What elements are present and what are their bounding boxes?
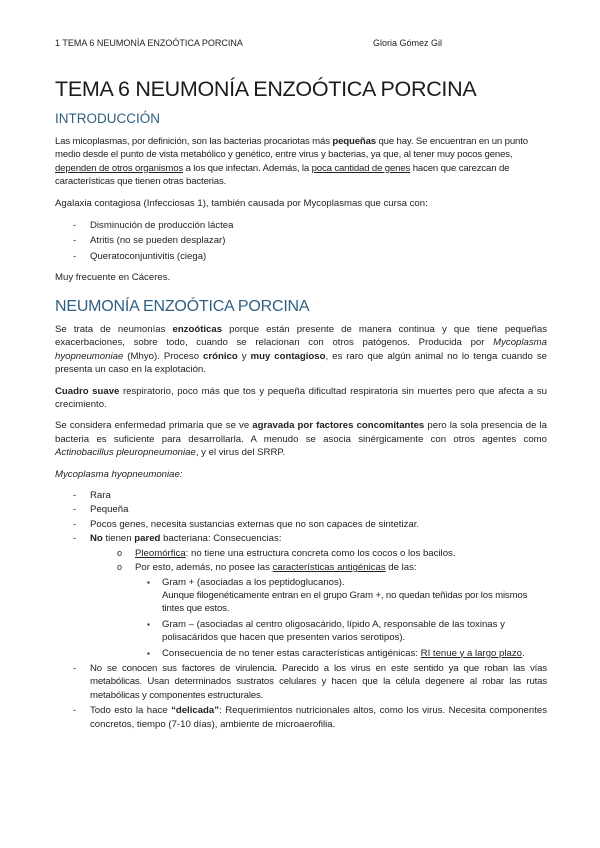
header-left: 1 TEMA 6 NEUMONÍA ENZOÓTICA PORCINA: [55, 38, 243, 48]
list-item: o Pleomórfica: no tiene una estructura concreta como los cocos o los bacilos.: [55, 547, 547, 560]
list-item: o Por esto, además, no posee las características antigénicas de las:: [55, 561, 547, 574]
list-item: ▪ Gram + (asociadas a los peptidoglucanos). Aunque filogenéticamente entran en el grupo Gram +, no quedan teñidas por los mismos tintes que estos.: [55, 576, 547, 616]
neumonia-section: [55, 323, 547, 731]
document-title: TEMA 6 NEUMONÍA ENZOÓTICA PORCINA: [55, 77, 477, 101]
intro-heading: INTRODUCCIÓN: [55, 111, 160, 126]
list-item: - No se conocen sus factores de virulencia. Parecido a los virus en este sentido ya que roban las vías metabólicas. Usan determinados sustratos celulares y hacen que la célula degenere al robar las rutas metabólicas y componentes estructurales.: [55, 662, 547, 702]
list-item: - Atritis (no se pueden desplazar): [55, 234, 547, 247]
list-item: - No tienen pared bacteriana: Consecuencias:: [55, 532, 547, 545]
mhyo-list: [55, 489, 547, 731]
neumonia-paragraph-3: Se considera enfermedad primaria que se ve agravada por factores concomitantes pero la sola presencia de la bacteria es suficiente para desarrollarla. A menudo se asocia sinérgicamente con otros agentes como Actinobacillus pleuropneumoniae, y el virus del SRRP.: [55, 420, 547, 459]
neumonia-paragraph-1: Se trata de neumonías enzoóticas porque están presente de manera continua y que tiene pequeñas exacerbaciones, sobre todo, cuando se relacionan con otros patógenos. Producida por Mycoplasma hyopneumoniae (Mhyo). Proceso crónico y muy contagioso, es raro que algún animal no lo tenga cuando se presenta un caso en la explotación.: [55, 324, 547, 376]
intro-list: [55, 219, 547, 263]
list-item: - Todo esto la hace “delicada”: Requerimientos nutricionales altos, como los virus. Necesita componentes concretos, tiempo (7-10 días), ambiente de microaerofilia.: [55, 704, 547, 731]
list-item: - Pocos genes, necesita sustancias externas que no son capaces de sintetizar.: [55, 518, 547, 531]
neumonia-paragraph-2: Cuadro suave respiratorio, poco más que tos y pequeña dificultad respiratoria sin muertes pero que afecta a su crecimiento.: [55, 385, 547, 411]
intro-paragraph-2: Agalaxia contagiosa (Infecciosas 1), también causada por Mycoplasmas que cursa con:: [55, 197, 428, 209]
page-header: [55, 38, 547, 48]
list-item: - Pequeña: [55, 503, 547, 516]
list-item: ▪ Gram – (asociadas al centro oligosacárido, lípido A, responsable de las toxinas y polisacáridos que hacen que presenten varios serotipos).: [55, 618, 547, 645]
list-item: ▪ Consecuencia de no tener estas características antigénicas: RI tenue y a largo plazo.: [55, 647, 547, 660]
neumonia-paragraph-4: Mycoplasma hyopneumoniae:: [55, 468, 183, 480]
list-item: - Disminución de producción láctea: [55, 219, 547, 232]
list-item: - Queratoconjuntivitis (ciega): [55, 250, 547, 263]
intro-paragraph-1: Las micoplasmas, por definición, son las bacterias procariotas más pequeñas que hay. Se encuentran en un punto medio desde el punto de vista metabólico y genético, entre virus y bacterias, ya que, al tener muy pocos genes, dependen de otros organismos a los que infectan. Además, la poca cantidad de genes hacen que carezcan de características que tienen otras bacterias.: [55, 136, 528, 188]
header-author: Gloria Gómez Gil: [373, 38, 443, 48]
intro-paragraph-3: Muy frecuente en Cáceres.: [55, 272, 171, 284]
intro-section: [55, 135, 547, 285]
neumonia-heading: NEUMONÍA ENZOÓTICA PORCINA: [55, 298, 310, 315]
list-item: - Rara: [55, 489, 547, 502]
